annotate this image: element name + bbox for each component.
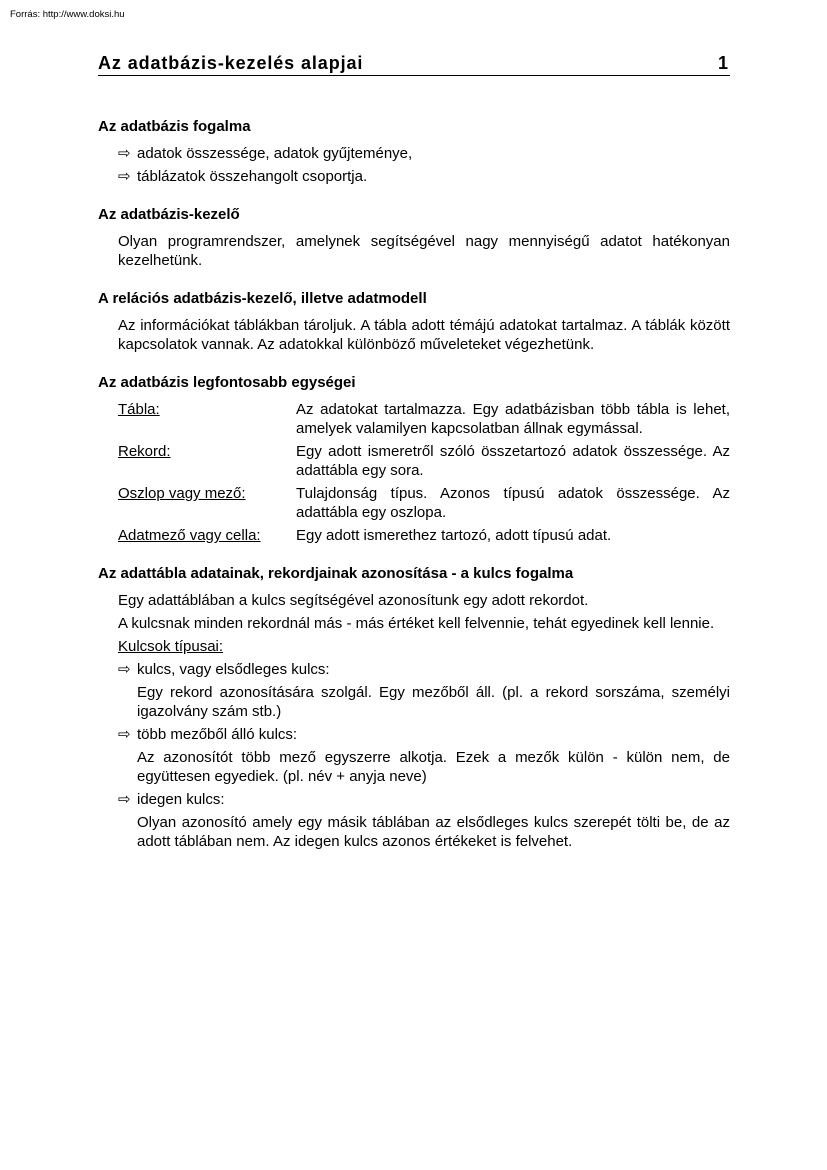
- page-number: 1: [717, 53, 728, 73]
- definition-term: Tábla:: [118, 401, 160, 418]
- document-page: [98, 50, 730, 855]
- list-item: [118, 725, 730, 744]
- section-key-concept: [98, 564, 730, 851]
- definition-row: [118, 526, 730, 545]
- definition-term: Oszlop vagy mező:: [118, 485, 246, 502]
- list-item: [118, 167, 730, 186]
- section-text: Az információkat táblákban tároljuk. A tábla adott témájú adatokat tartalmaz. A táblák között kapcsolatok vannak. Az adatokkal különböző műveleteket végezhetünk.: [118, 317, 730, 353]
- arrow-right-icon: ⇨: [118, 791, 131, 808]
- key-type-name: kulcs, vagy elsődleges kulcs:: [137, 661, 330, 678]
- arrow-right-icon: ⇨: [118, 168, 131, 185]
- list-item: [118, 144, 730, 163]
- section-relational-dbms: [98, 289, 730, 354]
- definition-term: Rekord:: [118, 443, 171, 460]
- section-heading: Az adatbázis legfontosabb egységei: [98, 374, 356, 391]
- key-type-description: Az azonosítót több mező egyszerre alkotja. Ezek a mezők külön - külön nem, de együttesen egyediek. (pl. név + anyja neve): [137, 749, 730, 785]
- paragraph: Egy adattáblában a kulcs segítségével azonosítunk egy adott rekordot.: [118, 592, 589, 609]
- definition-row: [118, 484, 730, 522]
- definition-description: Egy adott ismeretről szóló összetartozó adatok összessége. Az adattábla egy sora.: [296, 443, 730, 479]
- key-type-name: több mezőből álló kulcs:: [137, 726, 298, 743]
- document-title: Az adatbázis-kezelés alapjai: [98, 53, 364, 73]
- source-line: Forrás: http://www.doksi.hu: [10, 9, 125, 20]
- list-item-text: adatok összessége, adatok gyűjteménye,: [137, 145, 413, 162]
- section-text: Olyan programrendszer, amelynek segítségével nagy mennyiségű adatot hatékonyan kezelhetünk.: [118, 233, 730, 269]
- section-dbms: [98, 205, 730, 270]
- arrow-right-icon: ⇨: [118, 145, 131, 162]
- list-item: [118, 660, 730, 679]
- definition-description: Az adatokat tartalmazza. Egy adatbázisban több tábla is lehet, amelyek valamilyen kapcsolatban állnak egymással.: [296, 401, 730, 437]
- section-heading: A relációs adatbázis-kezelő, illetve adatmodell: [98, 290, 427, 307]
- section-heading: Az adatbázis-kezelő: [98, 206, 240, 223]
- paragraph: A kulcsnak minden rekordnál más - más értéket kell felvennie, tehát egyedinek kell lennie.: [118, 615, 715, 632]
- section-heading: Az adattábla adatainak, rekordjainak azonosítása - a kulcs fogalma: [98, 565, 574, 582]
- section-database-units: [98, 373, 730, 545]
- section-database-concept: [98, 117, 730, 186]
- arrow-right-icon: ⇨: [118, 661, 131, 678]
- definition-row: [118, 400, 730, 438]
- definition-list: [118, 400, 730, 545]
- key-type-name: idegen kulcs:: [137, 791, 225, 808]
- page-header: [98, 50, 730, 76]
- definition-description: Egy adott ismerethez tartozó, adott típusú adat.: [296, 527, 612, 544]
- list-item-text: táblázatok összehangolt csoportja.: [137, 168, 368, 185]
- key-types-label: Kulcsok típusai:: [118, 638, 224, 655]
- arrow-right-icon: ⇨: [118, 726, 131, 743]
- section-heading: Az adatbázis fogalma: [98, 118, 251, 135]
- definition-term: Adatmező vagy cella:: [118, 527, 261, 544]
- definition-row: [118, 442, 730, 480]
- key-type-description: Olyan azonosító amely egy másik táblában az elsődleges kulcs szerepét tölti be, de az adott táblában nem. Az idegen kulcs azonos értékeket is felvehet.: [137, 814, 730, 850]
- key-type-description: Egy rekord azonosítására szolgál. Egy mezőből áll. (pl. a rekord sorszáma, személyi igazolvány szám stb.): [137, 684, 730, 720]
- definition-description: Tulajdonság típus. Azonos típusú adatok összessége. Az adattábla egy oszlopa.: [296, 485, 730, 521]
- list-item: [118, 790, 730, 809]
